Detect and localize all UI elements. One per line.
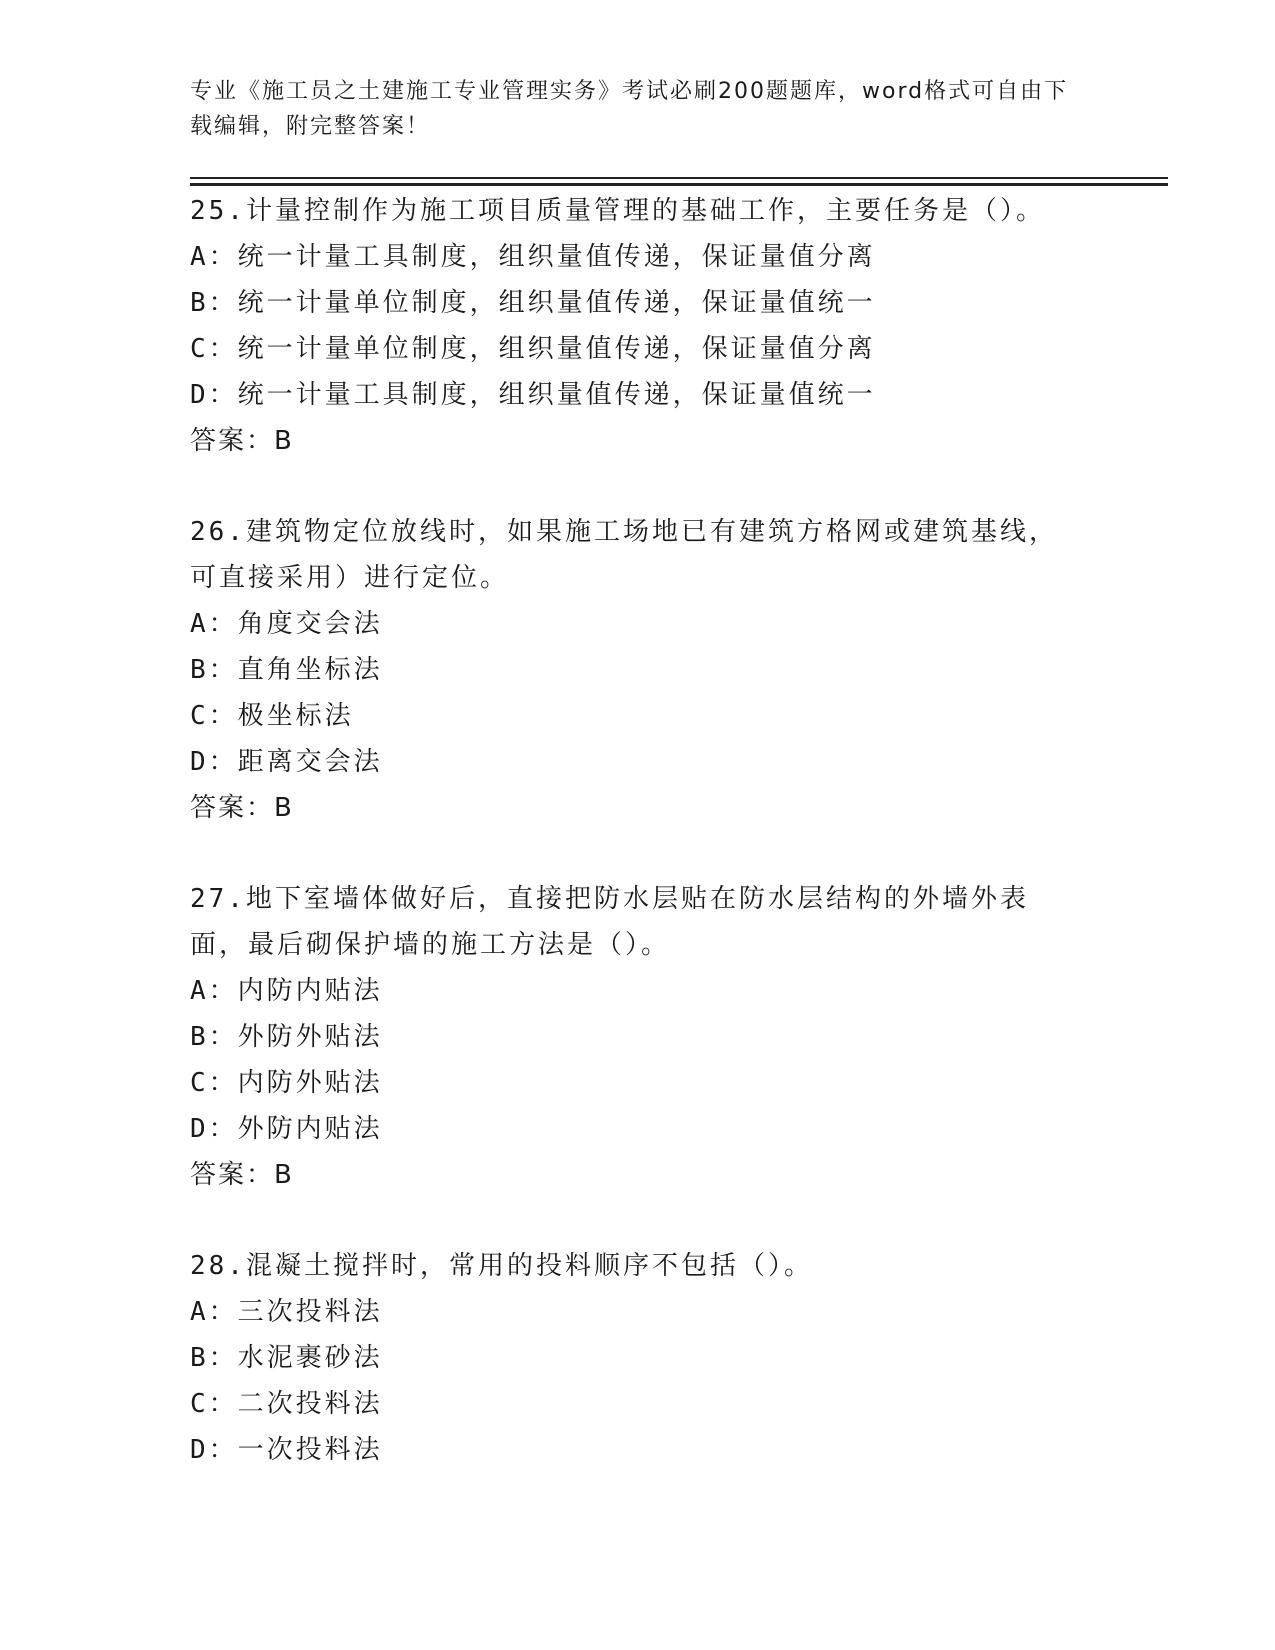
question-stem: 25.计量控制作为施工项目质量管理的基础工作，主要任务是（）。: [190, 196, 1045, 226]
question-27: [190, 876, 1090, 1198]
question-list: [190, 188, 1090, 1518]
question-28: [190, 1243, 1090, 1473]
option-d: D：距离交会法: [190, 747, 383, 777]
option-a: A：统一计量工具制度，组织量值传递，保证量值分离: [190, 242, 876, 272]
answer-label: 答案：B: [190, 1160, 294, 1190]
option-b: B：水泥裹砂法: [190, 1343, 383, 1373]
question-stem: 28.混凝土搅拌时，常用的投料顺序不包括（）。: [190, 1251, 813, 1281]
option-b: B：直角坐标法: [190, 655, 383, 685]
header-divider-thin: [190, 177, 1168, 179]
option-c: C：二次投料法: [190, 1389, 383, 1419]
option-b: B：外防外贴法: [190, 1022, 383, 1052]
question-stem: 26.建筑物定位放线时，如果施工场地已有建筑方格网或建筑基线，可直接采用）进行定位。: [190, 517, 1058, 593]
option-d: D：外防内贴法: [190, 1114, 383, 1144]
question-25: [190, 188, 1090, 464]
header-divider-thick: [190, 183, 1168, 186]
option-c: C：极坐标法: [190, 701, 354, 731]
option-a: A：内防内贴法: [190, 976, 383, 1006]
document-header: 专业《施工员之土建施工专业管理实务》考试必刷200题题库，word格式可自由下载编辑，附完整答案！: [190, 79, 1069, 139]
option-a: A：角度交会法: [190, 609, 383, 639]
answer-label: 答案：B: [190, 793, 294, 823]
answer-label: 答案：B: [190, 426, 294, 456]
question-26: [190, 509, 1090, 831]
option-d: D：一次投料法: [190, 1435, 383, 1465]
option-c: C：内防外贴法: [190, 1068, 383, 1098]
question-stem: 27.地下室墙体做好后，直接把防水层贴在防水层结构的外墙外表面，最后砌保护墙的施工方法是（）。: [190, 884, 1029, 960]
option-d: D：统一计量工具制度，组织量值传递，保证量值统一: [190, 380, 876, 410]
option-a: A：三次投料法: [190, 1297, 383, 1327]
option-c: C：统一计量单位制度，组织量值传递，保证量值分离: [190, 334, 876, 364]
option-b: B：统一计量单位制度，组织量值传递，保证量值统一: [190, 288, 876, 318]
